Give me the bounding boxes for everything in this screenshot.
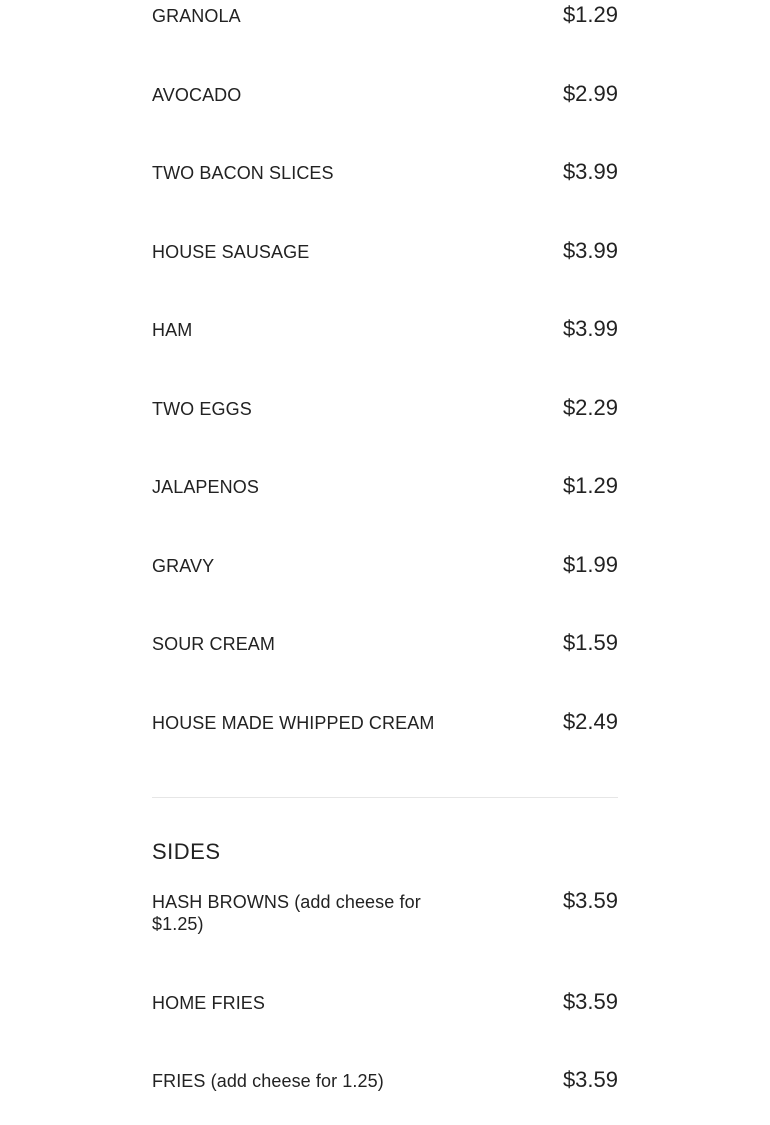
menu-item-name: TWO BACON SLICES [152,163,334,183]
menu-item-name: HASH BROWNS (add cheese for $1.25) [152,892,421,934]
menu-item-name: GRAVY [152,556,215,576]
menu-item-price: $2.29 [562,395,618,420]
menu-item-name: SOUR CREAM [152,634,276,654]
menu-item-name: TWO EGGS [152,399,252,419]
menu-item-name: JALAPENOS [152,477,259,497]
section-divider [152,797,618,798]
menu-item-name: HOME FRIES [152,993,266,1013]
menu-item-name: HAM [152,320,193,340]
menu-item-price: $3.99 [562,159,618,184]
menu-item-price: $2.99 [562,81,618,106]
menu-item-price: $3.59 [562,1067,618,1092]
menu-item-name: AVOCADO [152,85,242,105]
menu-item-price: $3.99 [562,238,618,263]
menu-item-name: FRIES (add cheese for 1.25) [152,1071,384,1091]
menu-item-price: $1.29 [562,473,618,498]
section-title-sides: SIDES [152,839,221,864]
menu-item-price: $1.99 [562,552,618,577]
menu-item-name: HOUSE MADE WHIPPED CREAM [152,713,435,733]
menu-item-price: $3.59 [562,989,618,1014]
menu-item-price: $1.29 [562,2,618,27]
menu-item-name: GRANOLA [152,6,241,26]
menu-item-price: $1.59 [562,630,618,655]
menu-item-price: $3.59 [562,888,618,913]
menu-item-price: $2.49 [562,709,618,734]
menu-item-name: HOUSE SAUSAGE [152,242,310,262]
menu-item-price: $3.99 [562,316,618,341]
